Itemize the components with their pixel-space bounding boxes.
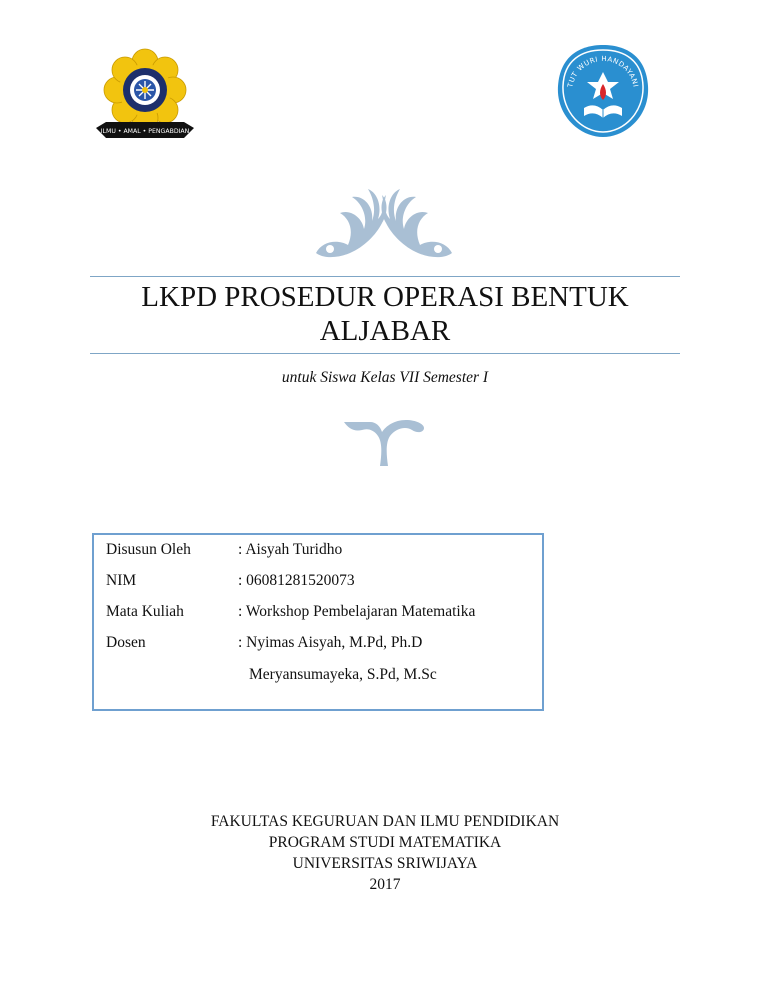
- footer-university: UNIVERSITAS SRIWIJAYA: [292, 855, 478, 872]
- footer-year: 2017: [369, 876, 401, 893]
- unsri-motto: ILMU • AMAL • PENGABDIAN: [100, 128, 190, 135]
- info-label: Mata Kuliah: [106, 603, 184, 620]
- info-value: : Aisyah Turidho: [238, 541, 343, 558]
- svg-text:TUT WURI HANDAYANI: TUT WURI HANDAYANI: [566, 54, 640, 89]
- info-value: : Workshop Pembelajaran Matematika: [238, 603, 476, 620]
- title-rule-bottom: [90, 353, 680, 354]
- title-rule-top: [90, 276, 680, 277]
- tut-wuri-handayani-logo: [554, 42, 652, 140]
- footer-faculty: FAKULTAS KEGURUAN DAN ILMU PENDIDIKAN: [210, 813, 560, 830]
- document-title: [90, 280, 680, 348]
- title-line-1: LKPD PROSEDUR OPERASI BENTUK: [141, 281, 629, 313]
- decorative-flourish-middle: [344, 418, 424, 468]
- info-label: Disusun Oleh: [106, 541, 191, 558]
- decorative-flourish-top: [310, 183, 458, 263]
- institution-footer: [90, 811, 680, 895]
- info-value: Meryansumayeka, S.Pd, M.Sc: [249, 666, 437, 683]
- footer-program: PROGRAM STUDI MATEMATIKA: [268, 834, 502, 851]
- info-label: NIM: [106, 572, 137, 589]
- info-value: : 06081281520073: [238, 572, 355, 589]
- author-info-box: [92, 533, 544, 711]
- subtitle: untuk Siswa Kelas VII Semester I: [281, 369, 489, 386]
- info-value: : Nyimas Aisyah, M.Pd, Ph.D: [238, 634, 423, 651]
- title-line-2: ALJABAR: [319, 315, 451, 347]
- info-label: Dosen: [106, 634, 146, 651]
- universitas-sriwijaya-logo: [92, 48, 198, 146]
